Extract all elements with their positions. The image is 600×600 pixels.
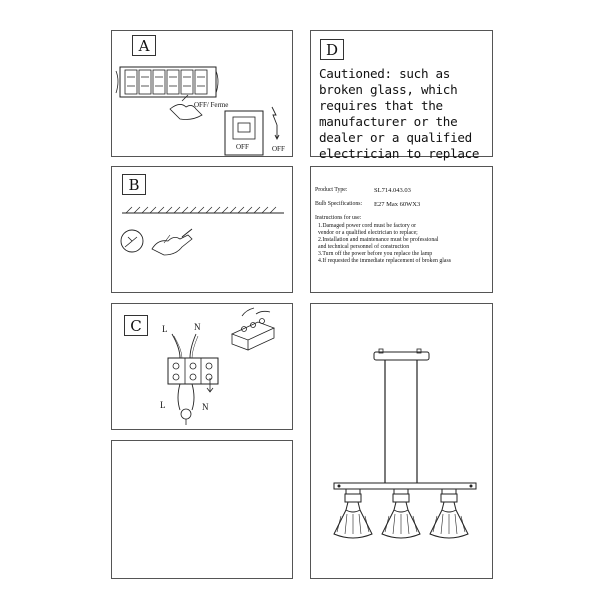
panel-c-letter: C: [124, 315, 148, 336]
wire-label-l-bottom: L: [160, 400, 166, 410]
wire-label-l-top: L: [162, 324, 168, 334]
instruction-line: vendor or a qualified electrician to replace;: [318, 230, 418, 236]
bulb-value: E27 Max 60WX3: [374, 201, 421, 208]
instruction-line: and technical personnel of construction: [318, 244, 410, 250]
panel-a: [111, 30, 293, 157]
instruction-line: 4.If requested the immediate replacement of broken glass: [318, 258, 451, 264]
product-type-label: Product Type:: [315, 187, 348, 193]
wire-label-n-top: N: [194, 322, 201, 332]
switch-off-label: OFF/ Ferme: [194, 101, 229, 109]
panel-c: [111, 303, 293, 430]
instruction-line: 2.Installation and maintenance must be professional: [318, 237, 439, 243]
box-off-label: OFF: [236, 143, 249, 151]
bulb-label: Bulb Specifications:: [315, 201, 363, 207]
panel-d: [310, 30, 493, 161]
instructions-title: Instructions for use:: [315, 215, 362, 221]
panel-lamp: [310, 303, 493, 579]
product-type-value: SL714.043.03: [374, 187, 411, 194]
caution-text: Cautioned: such as broken glass, which requires that the manufacturer or the dealer or a qualified electrician to replace: [319, 66, 480, 161]
wire-label-n-bottom: N: [202, 402, 209, 412]
panel-a-letter: A: [132, 35, 156, 56]
panel-b-letter: B: [122, 174, 146, 195]
instruction-line: 3.Turn off the power before you replace the lamp: [318, 251, 433, 257]
panel-spec: [310, 166, 493, 293]
panel-b: [111, 166, 293, 293]
breaker-switch-illustration: [112, 31, 294, 158]
panel-empty: [111, 440, 293, 579]
ceiling-drill-illustration: [112, 167, 294, 294]
pendant-lamp-illustration: [311, 304, 494, 580]
panel-d-letter: D: [320, 39, 344, 60]
arrow-off-label: OFF: [272, 145, 285, 153]
instruction-line: 1.Damaged power cord must be factory or: [318, 223, 417, 229]
